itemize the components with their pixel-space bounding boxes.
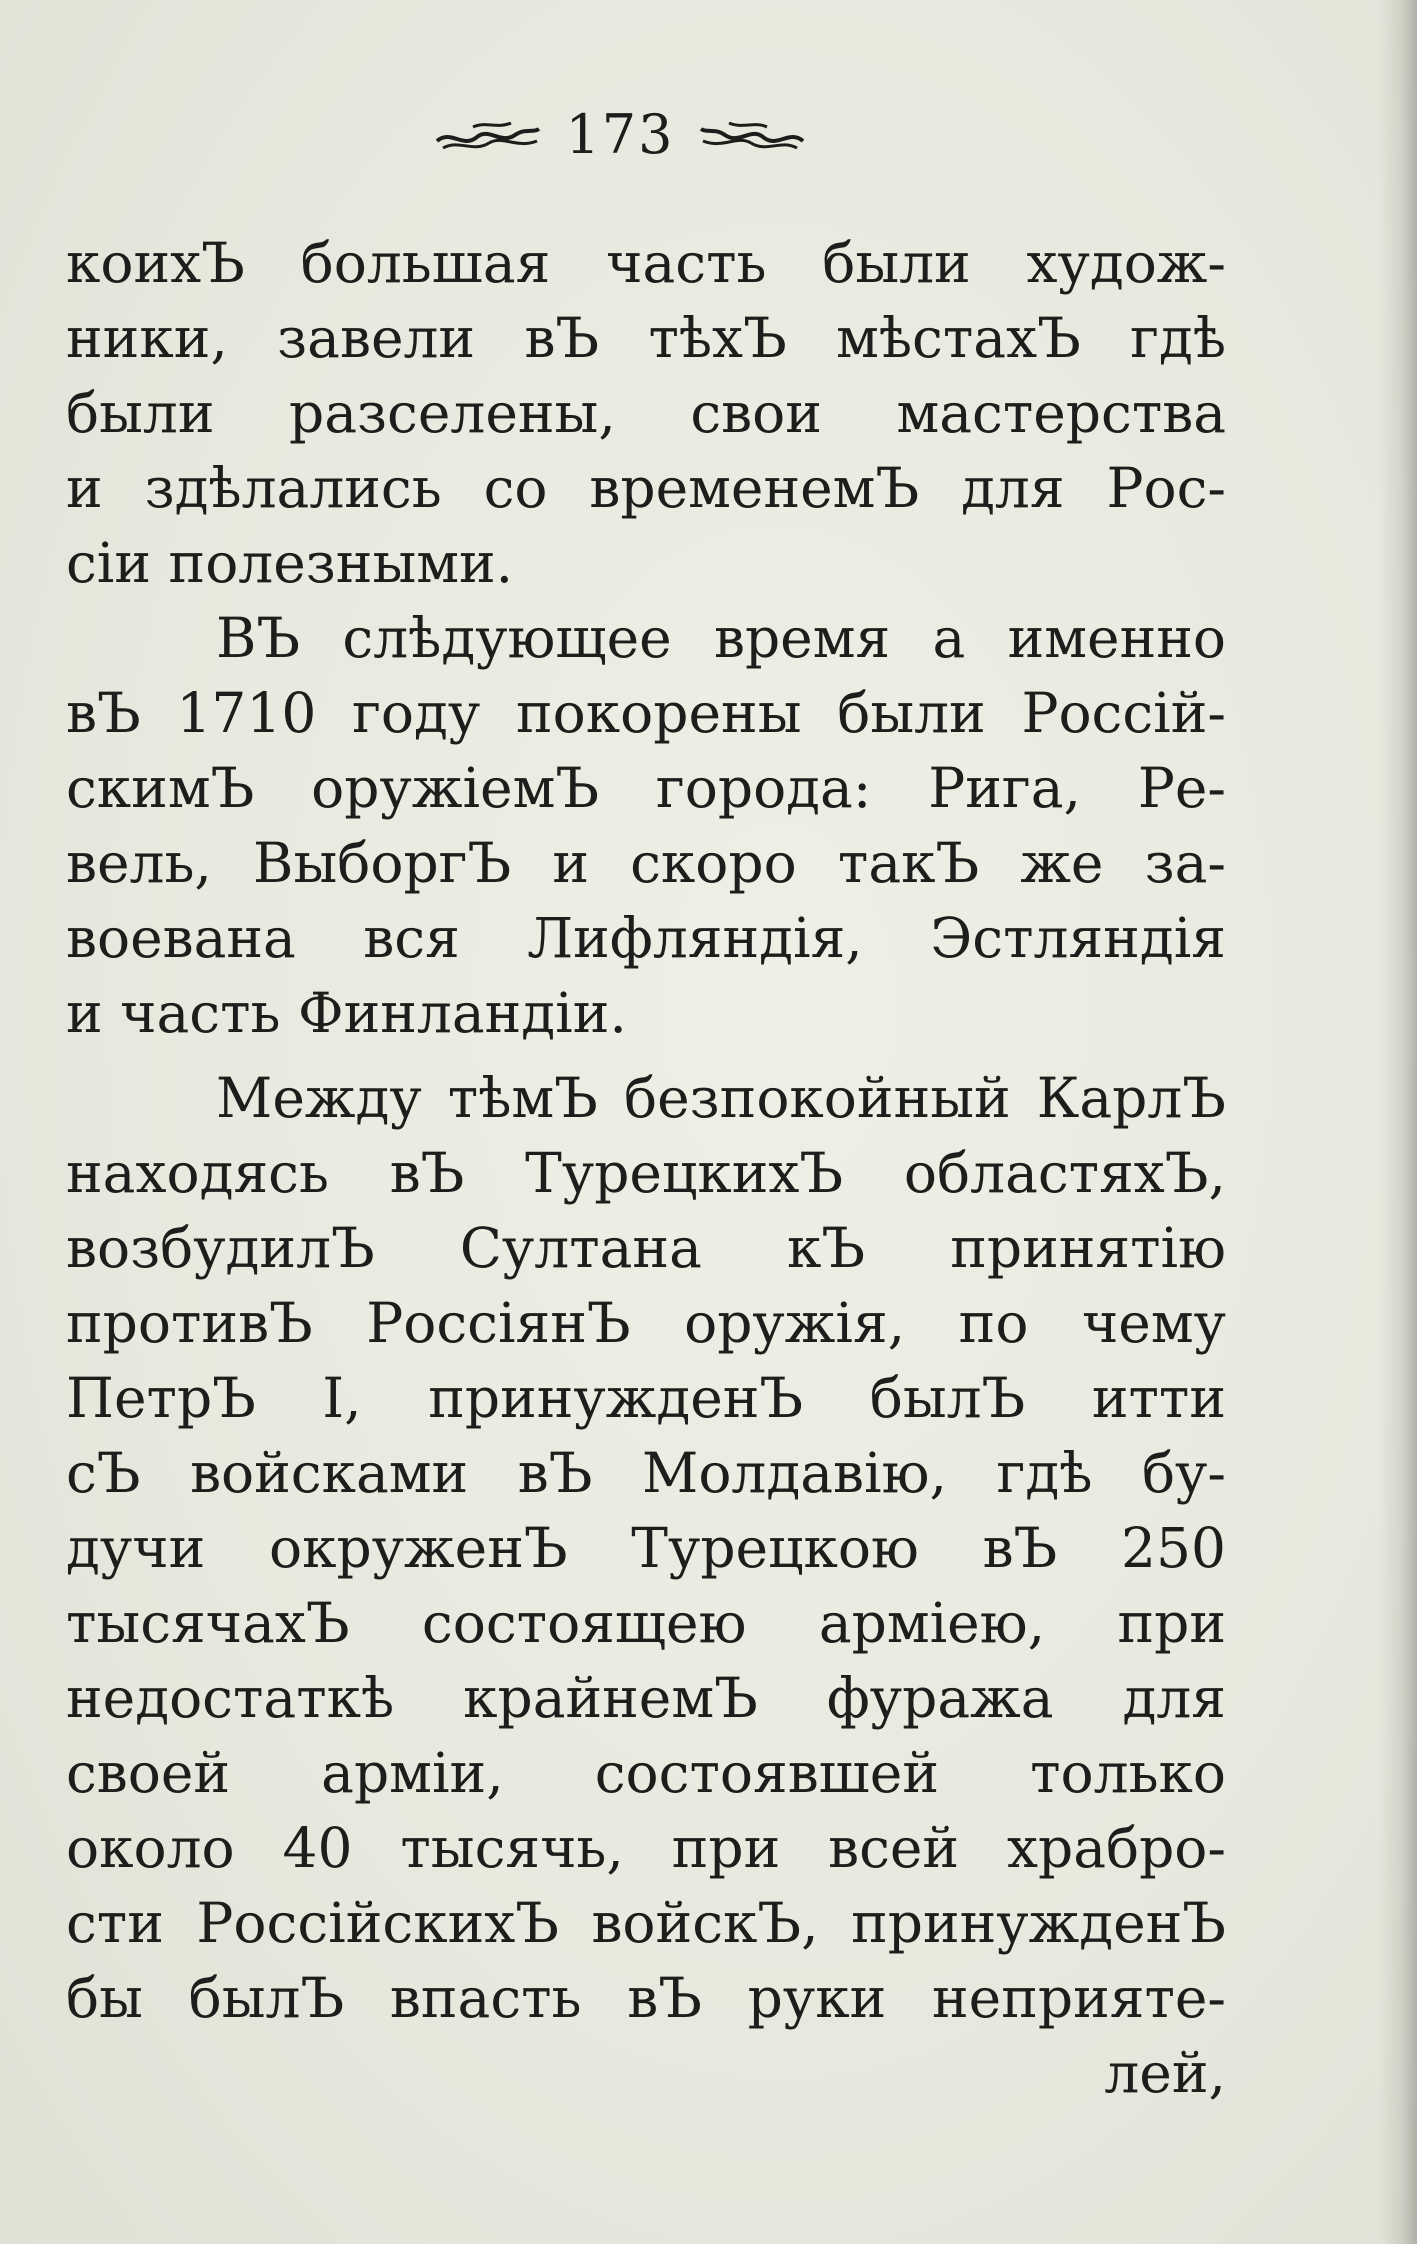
text-line: коихЪ большая часть были худож- xyxy=(66,231,1226,295)
text-line: возбудилЪ Султана кЪ принятію xyxy=(66,1216,1226,1280)
page-header xyxy=(430,100,810,170)
text-line: воевана вся Лифляндія, Эстляндія xyxy=(66,906,1226,970)
text-line: и здѣлались со временемЪ для Рос- xyxy=(66,456,1226,520)
text-line: сти РоссійскихЪ войскЪ, принужденЪ xyxy=(66,1891,1226,1955)
text-line: и часть Финландіи. xyxy=(66,981,627,1045)
paragraph xyxy=(66,1061,1226,2111)
body-text xyxy=(66,226,1226,2111)
text-line: скимЪ оружіемЪ города: Рига, Ре- xyxy=(66,756,1226,820)
left-ornament-icon xyxy=(433,115,543,155)
text-line: сіи полезными. xyxy=(66,531,514,595)
text-line: были разселены, свои мастерства xyxy=(66,381,1226,445)
text-line: вЪ 1710 году покорены были Россій- xyxy=(66,681,1226,745)
paragraph xyxy=(66,601,1226,1051)
text-line: ники, завели вЪ тѣхЪ мѣстахЪ гдѣ xyxy=(66,306,1226,370)
text-line: бы былЪ впасть вЪ руки неприяте- xyxy=(66,1966,1226,2030)
text-line: вель, ВыборгЪ и скоро такЪ же за- xyxy=(66,831,1226,895)
page-edge-shadow xyxy=(1379,0,1417,2244)
text-line: находясь вЪ ТурецкихЪ областяхЪ, xyxy=(66,1141,1226,1205)
text-line: сЪ войсками вЪ Молдавію, гдѣ бу- xyxy=(66,1441,1226,1505)
right-ornament-icon xyxy=(697,115,807,155)
catchword: лей, xyxy=(1104,2041,1226,2105)
text-line: Между тѣмЪ безпокойный КарлЪ xyxy=(216,1066,1226,1130)
text-line: противЪ РоссіянЪ оружія, по чему xyxy=(66,1291,1226,1355)
text-line: тысячахЪ состоящею арміею, при xyxy=(66,1591,1226,1655)
text-line: недостаткѣ крайнемЪ фуража для xyxy=(66,1666,1226,1730)
page-number: 173 xyxy=(565,103,675,166)
text-line: ВЪ слѣдующее время а именно xyxy=(216,606,1226,670)
text-line: своей арміи, состоявшей только xyxy=(66,1741,1226,1805)
text-line: дучи окруженЪ Турецкою вЪ 250 xyxy=(66,1516,1226,1580)
text-line: ПетрЪ I, принужденЪ былЪ итти xyxy=(66,1366,1226,1430)
text-line: около 40 тысячь, при всей храбро- xyxy=(66,1816,1226,1880)
paragraph xyxy=(66,226,1226,601)
